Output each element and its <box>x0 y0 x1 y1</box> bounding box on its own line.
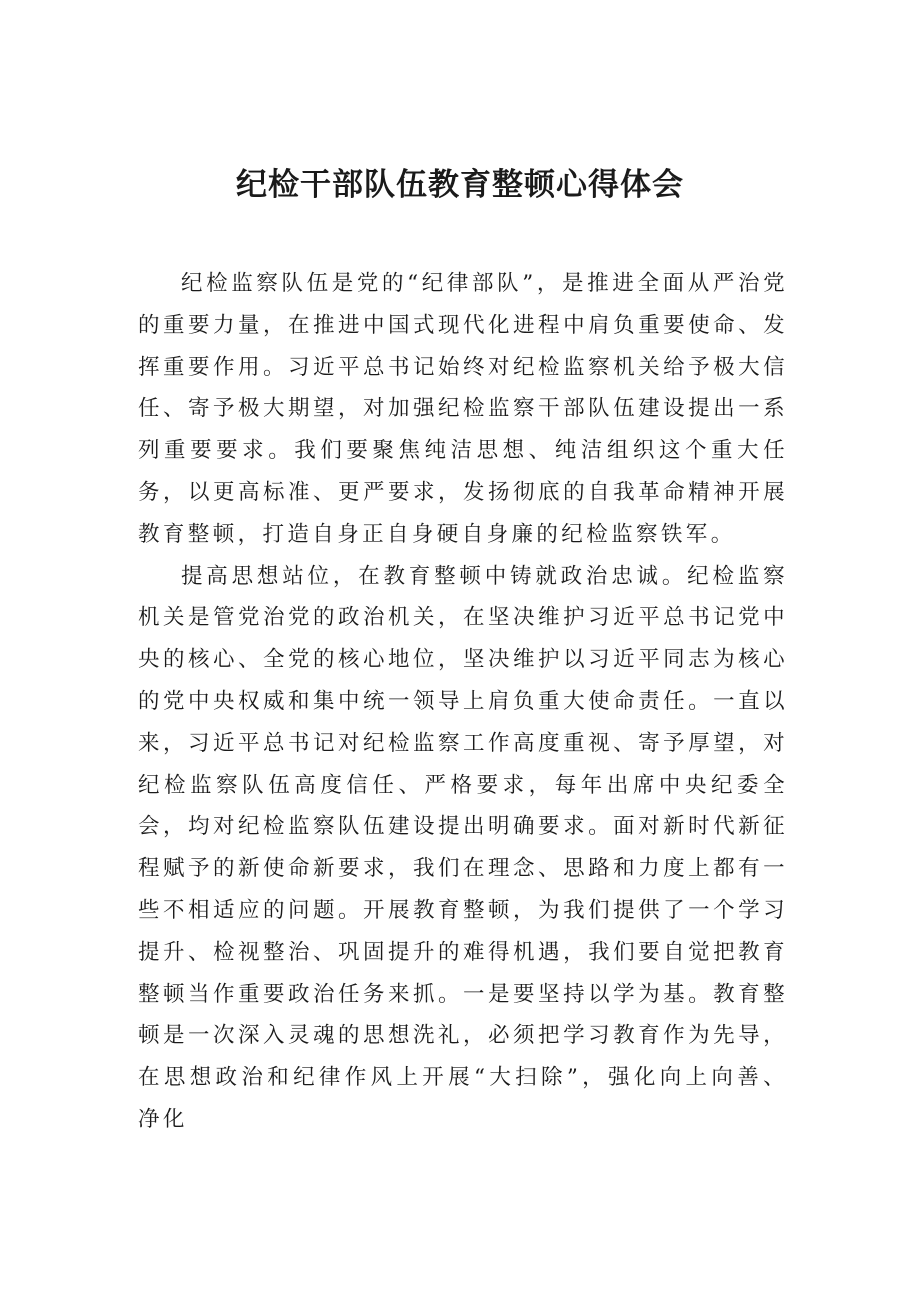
paragraph-2: 提高思想站位，在教育整顿中铸就政治忠诚。纪检监察机关是管党治党的政治机关，在坚决维护习近平总书记党中央的核心、全党的核心地位，坚决维护以习近平同志为核心的党中央权威和集中统一领导上肩负重大使命责任。一直以来，习近平总书记对纪检监察工作高度重视、寄予厚望，对纪检监察队伍高度信任、严格要求，每年出席中央纪委全会，均对纪检监察队伍建设提出明确要求。面对新时代新征程赋予的新使命新要求，我们在理念、思路和力度上都有一些不相适应的问题。开展教育整顿，为我们提供了一个学习提升、检视整治、巩固提升的难得机遇，我们要自觉把教育整顿当作重要政治任务来抓。一是要坚持以学为基。教育整顿是一次深入灵魂的思想洗礼，必须把学习教育作为先导，在思想政治和纪律作风上开展“大扫除”，强化向上向善、净化 <box>138 563 788 1132</box>
paragraph-1: 纪检监察队伍是党的“纪律部队”，是推进全面从严治党的重要力量，在推进中国式现代化进程中肩负重要使命、发挥重要作用。习近平总书记始终对纪检监察机关给予极大信任、寄予极大期望，对加强纪检监察干部队伍建设提出一系列重要要求。我们要聚焦纯洁思想、纯洁组织这个重大任务，以更高标准、更严要求，发扬彻底的自我革命精神开展教育整顿，打造自身正自身硬自身廉的纪检监察铁军。 <box>138 271 788 547</box>
document-body <box>138 263 788 1141</box>
document-title: 纪检干部队伍教育整顿心得体会 <box>236 167 684 203</box>
